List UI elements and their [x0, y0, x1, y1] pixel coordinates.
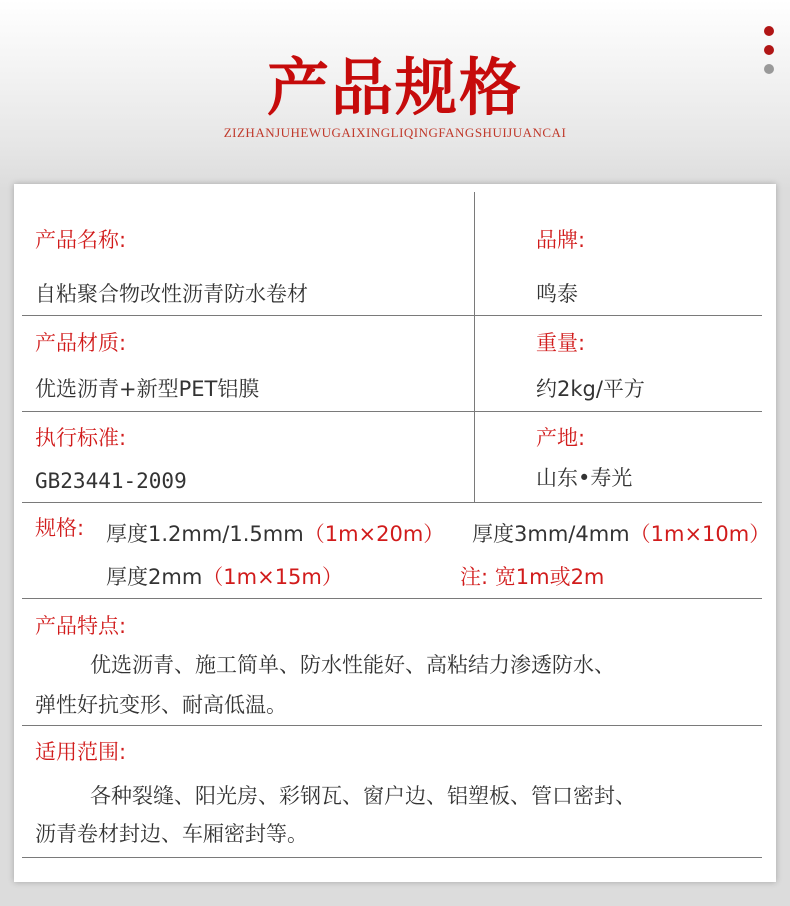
name-label: 产品名称:: [35, 228, 127, 252]
size-item-1-dim: （1m×20m）: [303, 522, 445, 546]
size-item-2: [472, 518, 770, 548]
brand-label: 品牌:: [536, 228, 586, 252]
size-item-2-dim: （1m×10m）: [629, 522, 771, 546]
scope-line-2: 沥青卷材封边、车厢密封等。: [35, 822, 308, 846]
material-label: 产品材质:: [35, 331, 127, 355]
column-divider: [474, 192, 475, 502]
divider: [22, 598, 762, 599]
features-line-2: 弹性好抗变形、耐高低温。: [35, 693, 287, 717]
weight-value: 约2kg/平方: [536, 377, 645, 401]
size-item-1-text: 厚度1.2mm/1.5mm: [106, 522, 304, 546]
standard-label: 执行标准:: [35, 426, 127, 450]
origin-label: 产地:: [536, 426, 586, 450]
features-line-1: 优选沥青、施工简单、防水性能好、高粘结力渗透防水、: [90, 653, 615, 677]
dot-icon: [764, 26, 774, 36]
dot-icon: [764, 64, 774, 74]
brand-value: 鸣泰: [536, 282, 578, 306]
size-label: 规格:: [35, 516, 85, 540]
features-label: 产品特点:: [35, 614, 127, 638]
spec-card: [14, 184, 776, 882]
divider: [22, 857, 762, 858]
material-value: 优选沥青+新型PET铝膜: [35, 377, 260, 401]
origin-value: 山东•寿光: [536, 466, 633, 490]
page-header: [0, 0, 790, 190]
divider: [22, 725, 762, 726]
scope-line-1: 各种裂缝、阳光房、彩钢瓦、窗户边、铝塑板、管口密封、: [90, 784, 636, 808]
scope-label: 适用范围:: [35, 740, 127, 764]
size-item-3: [106, 561, 343, 591]
divider: [22, 411, 762, 412]
size-item-3-text: 厚度2mm: [106, 565, 203, 589]
pinyin-subtitle: ZIZHANJUHEWUGAIXINGLIQINGFANGSHUIJUANCAI: [223, 125, 567, 140]
divider: [22, 502, 762, 503]
page-title: 产品规格: [266, 51, 523, 124]
size-item-1: [106, 518, 444, 548]
size-item-3-dim: （1m×15m）: [202, 565, 343, 589]
size-note: 注: 宽1m或2m: [460, 565, 605, 589]
dots-indicator: [764, 26, 776, 83]
standard-value: GB23441-2009: [35, 469, 187, 493]
name-value: 自粘聚合物改性沥青防水卷材: [35, 282, 308, 306]
divider: [22, 315, 762, 316]
size-item-2-text: 厚度3mm/4mm: [472, 522, 630, 546]
dot-icon: [764, 45, 774, 55]
weight-label: 重量:: [536, 331, 586, 355]
